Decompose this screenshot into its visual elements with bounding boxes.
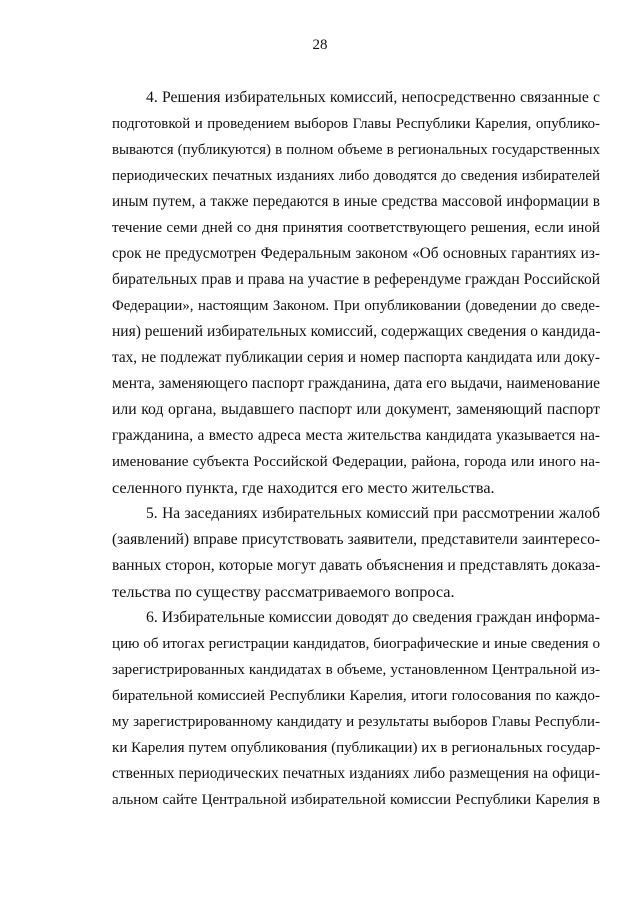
text-line: му зарегистрированному кандидату и результаты выборов Главы Республи- xyxy=(112,714,600,730)
text-line: ки Карелия путем опубликования (публикации) их в региональных государ- xyxy=(112,740,601,756)
text-line: бирательной комиссией Республики Карелия, итоги голосования по каждо- xyxy=(112,688,600,704)
text-line: бирательных прав и права на участие в референдуме граждан Российской xyxy=(112,271,600,288)
text-line: тах, не подлежат публикации серия и номер паспорта кандидата или доку- xyxy=(112,349,600,366)
text-line: селенного пункта, где находится его место жительства. xyxy=(112,478,495,497)
text-line: срок не предусмотрен Федеральным законом «Об основных гарантиях из- xyxy=(112,245,600,262)
text-line: вываются (публикуются) в полном объеме в региональных государственных xyxy=(112,142,600,158)
text-line: цию об итогах регистрации кандидатов, биографические и иные сведения о xyxy=(112,636,600,652)
text-line: альном сайте Центральной избирательной комиссии Республики Карелия в xyxy=(112,792,600,808)
text-line: гражданина, а вместо адреса места жительства кандидата указывается на- xyxy=(112,427,600,444)
text-line: тельства по существу рассматриваемого вопроса. xyxy=(112,582,455,601)
text-line: ственных периодических печатных изданиях либо размещения на офици- xyxy=(112,765,600,782)
text-line: 4. Решения избирательных комиссий, непосредственно связанные с xyxy=(146,89,600,106)
text-line: (заявлений) вправе присутствовать заявители, представители заинтересо- xyxy=(112,531,600,548)
text-line: зарегистрированных кандидатах в объеме, установленном Центральной из- xyxy=(112,662,600,678)
text-line: или код органа, выдавшего паспорт или документ, заменяющий паспорт xyxy=(112,401,600,418)
text-line: ванных сторон, которые могут давать объяснения и представлять доказа- xyxy=(112,557,601,574)
text-line: периодических печатных изданиях либо доводятся до сведения избирателей xyxy=(112,168,600,184)
text-line: подготовкой и проведением выборов Главы Республики Карелия, опублико- xyxy=(112,116,600,132)
page-number: 28 xyxy=(312,37,328,53)
text-line: Федерации», настоящим Законом. При опубликовании (доведении до сведе- xyxy=(112,298,600,314)
text-line: мента, заменяющего паспорт гражданина, дата его выдачи, наименование xyxy=(112,375,600,392)
text-line: иным путем, а также передаются в иные средства массовой информации в xyxy=(112,193,600,210)
text-line: 5. На заседаниях избирательных комиссий при рассмотрении жалоб xyxy=(146,505,600,522)
text-line: ния) решений избирательных комиссий, содержащих сведения о кандида- xyxy=(112,323,601,340)
text-line: именование субъекта Российской Федерации, района, города или иного на- xyxy=(112,454,600,470)
text-line: 6. Избирательные комиссии доводят до сведения граждан информа- xyxy=(146,609,600,626)
text-line: течение семи дней со дня принятия соответствующего решения, если иной xyxy=(112,220,600,236)
